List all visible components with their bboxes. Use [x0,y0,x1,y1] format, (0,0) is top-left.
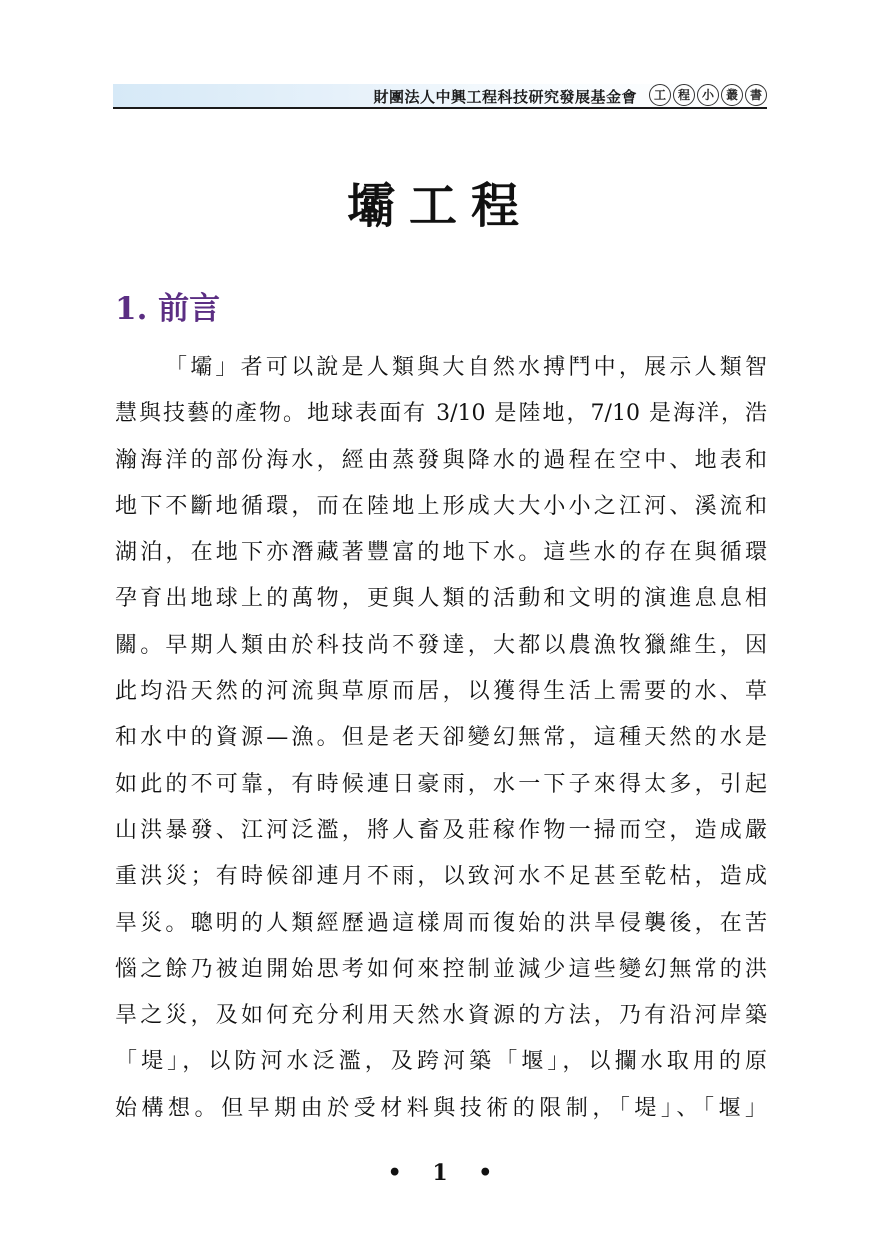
paragraph-line: 重洪災；有時候卻連月不雨，以致河水不足甚至乾枯，造成 [115,864,767,890]
paragraph-line: 如此的不可靠，有時候連日豪雨，水一下子來得太多，引起 [115,771,767,797]
header-organization: 財團法人中興工程科技研究發展基金會 [373,88,637,106]
paragraph-line: 和水中的資源—漁。但是老天卻變幻無常，這種天然的水是 [115,725,767,751]
series-badge: 叢 [721,84,743,106]
bullet-decoration: • [387,1160,402,1186]
paragraph-line: 惱之餘乃被迫開始思考如何來控制並減少這些變幻無常的洪 [115,956,767,982]
paragraph-line: 旱之災，及如何充分利用天然水資源的方法，乃有沿河岸築 [115,1003,767,1029]
bullet-decoration: • [478,1160,493,1186]
page-number: 1 [432,1160,448,1186]
page-title: 壩工程 [346,178,533,234]
paragraph-line: 旱災。聰明的人類經歷過這樣周而復始的洪旱侵襲後，在苦 [115,910,767,936]
series-badges [649,84,767,106]
paragraph-line: 山洪暴發、江河泛濫，將人畜及莊稼作物一掃而空，造成嚴 [115,817,767,843]
paragraph-line: 「壩」者可以說是人類與大自然水搏鬥中，展示人類智 [165,355,767,380]
series-badge: 程 [673,84,695,106]
section-heading: 1. 前言 [115,291,221,327]
paragraph-line: 地下不斷地循環，而在陸地上形成大大小小之江河、溪流和 [115,493,767,519]
paragraph-line: 始構想。但早期由於受材料與技術的限制，「堤」、「堰」 [115,1095,767,1121]
paragraph-line: 關。早期人類由於科技尚不發達，大都以農漁牧獵維生，因 [115,632,767,658]
header-band [113,84,767,109]
series-badge: 書 [745,84,767,106]
paragraph-line: 孕育出地球上的萬物，更與人類的活動和文明的演進息息相 [115,586,767,612]
series-badge: 工 [649,84,671,106]
body-paragraph [115,345,767,1132]
paragraph-line: 慧與技藝的產物。地球表面有 3/10 是陸地，7/10 是海洋，浩 [115,401,767,427]
page-number-footer [0,1160,880,1186]
paragraph-line: 瀚海洋的部份海水，經由蒸發與降水的過程在空中、地表和 [115,447,767,473]
paragraph-line: 「堤」，以防河水泛濫，及跨河築「堰」，以攔水取用的原 [115,1049,767,1075]
paragraph-line: 此均沿天然的河流與草原而居，以獲得生活上需要的水、草 [115,679,767,705]
paragraph-line: 湖泊，在地下亦潛藏著豐富的地下水。這些水的存在與循環 [115,540,767,566]
series-badge: 小 [697,84,719,106]
